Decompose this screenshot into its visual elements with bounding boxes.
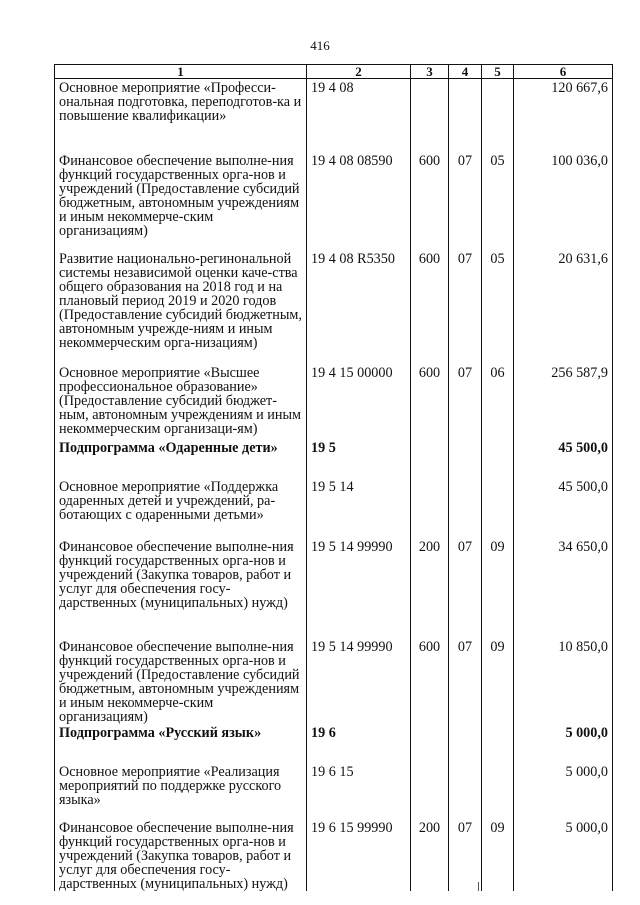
- row-subsection: [482, 751, 514, 807]
- row-name: Развитие национально-регинональной системы независимой оценки каче-ства общего образования на 2018 год и на плановый период 2019 и 2020 годов (Предоставление субсидий бюджетным, автономным учрежде-ниям и иным некоммерческим орга-низациям): [55, 238, 307, 352]
- budget-table: [54, 64, 613, 891]
- subprogram-row: [55, 439, 613, 466]
- row-name: Основное мероприятие «Реализация мероприятий по поддержке русского языка»: [55, 751, 307, 807]
- row-name: Финансовое обеспечение выполне-ния функций государственных орга-нов и учреждений (Закупка товаров, работ и услуг для обеспечения госу-дарственных (муниципальных) нужд): [55, 526, 307, 626]
- row-section: 07: [449, 238, 482, 352]
- header-col-4: 4: [449, 65, 482, 79]
- table-row: [55, 352, 613, 439]
- row-code: 19 5 14 99990: [307, 526, 411, 626]
- row-code: 19 6: [307, 724, 411, 751]
- row-section: [449, 439, 482, 466]
- row-name: Основное мероприятие «Высшее профессиональное образование» (Предоставление субсидий бюджет-ным, автономным учреждениям и иным некоммерческим организаци-ям): [55, 352, 307, 439]
- row-subsection: [482, 439, 514, 466]
- row-expense-type: [411, 724, 449, 751]
- table-row: [55, 140, 613, 238]
- table-row: [55, 807, 613, 891]
- row-section: 07: [449, 352, 482, 439]
- row-amount: 10 850,0: [514, 626, 613, 724]
- row-section: 07: [449, 526, 482, 626]
- row-code: 19 6 15 99990: [307, 807, 411, 891]
- header-row: [55, 65, 613, 79]
- row-section: [449, 79, 482, 140]
- row-expense-type: 600: [411, 238, 449, 352]
- row-amount: 5 000,0: [514, 724, 613, 751]
- table-row: [55, 79, 613, 140]
- row-code: 19 4 08 08590: [307, 140, 411, 238]
- scan-mark: [478, 882, 479, 891]
- row-section: [449, 466, 482, 526]
- row-code: 19 4 15 00000: [307, 352, 411, 439]
- row-expense-type: [411, 751, 449, 807]
- row-code: 19 4 08 R5350: [307, 238, 411, 352]
- row-amount: 45 500,0: [514, 439, 613, 466]
- row-name: Основное мероприятие «Поддержка одаренных детей и учреждений, ра-ботающих с одаренными детьми»: [55, 466, 307, 526]
- row-expense-type: 200: [411, 526, 449, 626]
- table-row: [55, 238, 613, 352]
- row-code: 19 4 08: [307, 79, 411, 140]
- page-number: 416: [310, 38, 330, 53]
- row-name: Финансовое обеспечение выполне-ния функций государственных орга-нов и учреждений (Предоставление субсидий бюджетным, автономным учреждениям и иным некоммерче-ским организациям): [55, 626, 307, 724]
- row-expense-type: 600: [411, 140, 449, 238]
- row-subsection: 06: [482, 352, 514, 439]
- row-name: Финансовое обеспечение выполне-ния функций государственных орга-нов и учреждений (Предоставление субсидий бюджетным, автономным учреждениям и иным некоммерче-ским организациям): [55, 140, 307, 238]
- table-row: [55, 751, 613, 807]
- row-name: Основное мероприятие «Професси-ональная подготовка, переподготов-ка и повышение квалификации»: [55, 79, 307, 140]
- subprogram-row: [55, 724, 613, 751]
- header-col-5: 5: [482, 65, 514, 79]
- header-col-1: 1: [55, 65, 307, 79]
- row-section: 07: [449, 626, 482, 724]
- row-subsection: 09: [482, 626, 514, 724]
- row-code: 19 6 15: [307, 751, 411, 807]
- row-section: 07: [449, 807, 482, 891]
- row-amount: 20 631,6: [514, 238, 613, 352]
- row-name: Подпрограмма «Одаренные дети»: [55, 439, 307, 466]
- row-name: Финансовое обеспечение выполне-ния функций государственных орга-нов и учреждений (Закупка товаров, работ и услуг для обеспечения госу-дарственных (муниципальных) нужд): [55, 807, 307, 891]
- row-expense-type: [411, 79, 449, 140]
- row-amount: 34 650,0: [514, 526, 613, 626]
- row-subsection: 05: [482, 140, 514, 238]
- row-amount: 5 000,0: [514, 751, 613, 807]
- row-expense-type: [411, 466, 449, 526]
- table-row: [55, 466, 613, 526]
- row-section: [449, 751, 482, 807]
- header-col-2: 2: [307, 65, 411, 79]
- row-amount: 100 036,0: [514, 140, 613, 238]
- row-subsection: [482, 724, 514, 751]
- row-amount: 45 500,0: [514, 466, 613, 526]
- row-expense-type: 200: [411, 807, 449, 891]
- row-subsection: 05: [482, 238, 514, 352]
- row-subsection: 09: [482, 807, 514, 891]
- table-row: [55, 526, 613, 626]
- row-code: 19 5: [307, 439, 411, 466]
- row-expense-type: 600: [411, 352, 449, 439]
- row-section: 07: [449, 140, 482, 238]
- row-subsection: [482, 466, 514, 526]
- row-amount: 120 667,6: [514, 79, 613, 140]
- row-expense-type: 600: [411, 626, 449, 724]
- row-subsection: 09: [482, 526, 514, 626]
- row-code: 19 5 14: [307, 466, 411, 526]
- row-expense-type: [411, 439, 449, 466]
- row-name: Подпрограмма «Русский язык»: [55, 724, 307, 751]
- row-code: 19 5 14 99990: [307, 626, 411, 724]
- table-row: [55, 626, 613, 724]
- row-amount: 5 000,0: [514, 807, 613, 891]
- header-col-6: 6: [514, 65, 613, 79]
- row-section: [449, 724, 482, 751]
- row-subsection: [482, 79, 514, 140]
- header-col-3: 3: [411, 65, 449, 79]
- row-amount: 256 587,9: [514, 352, 613, 439]
